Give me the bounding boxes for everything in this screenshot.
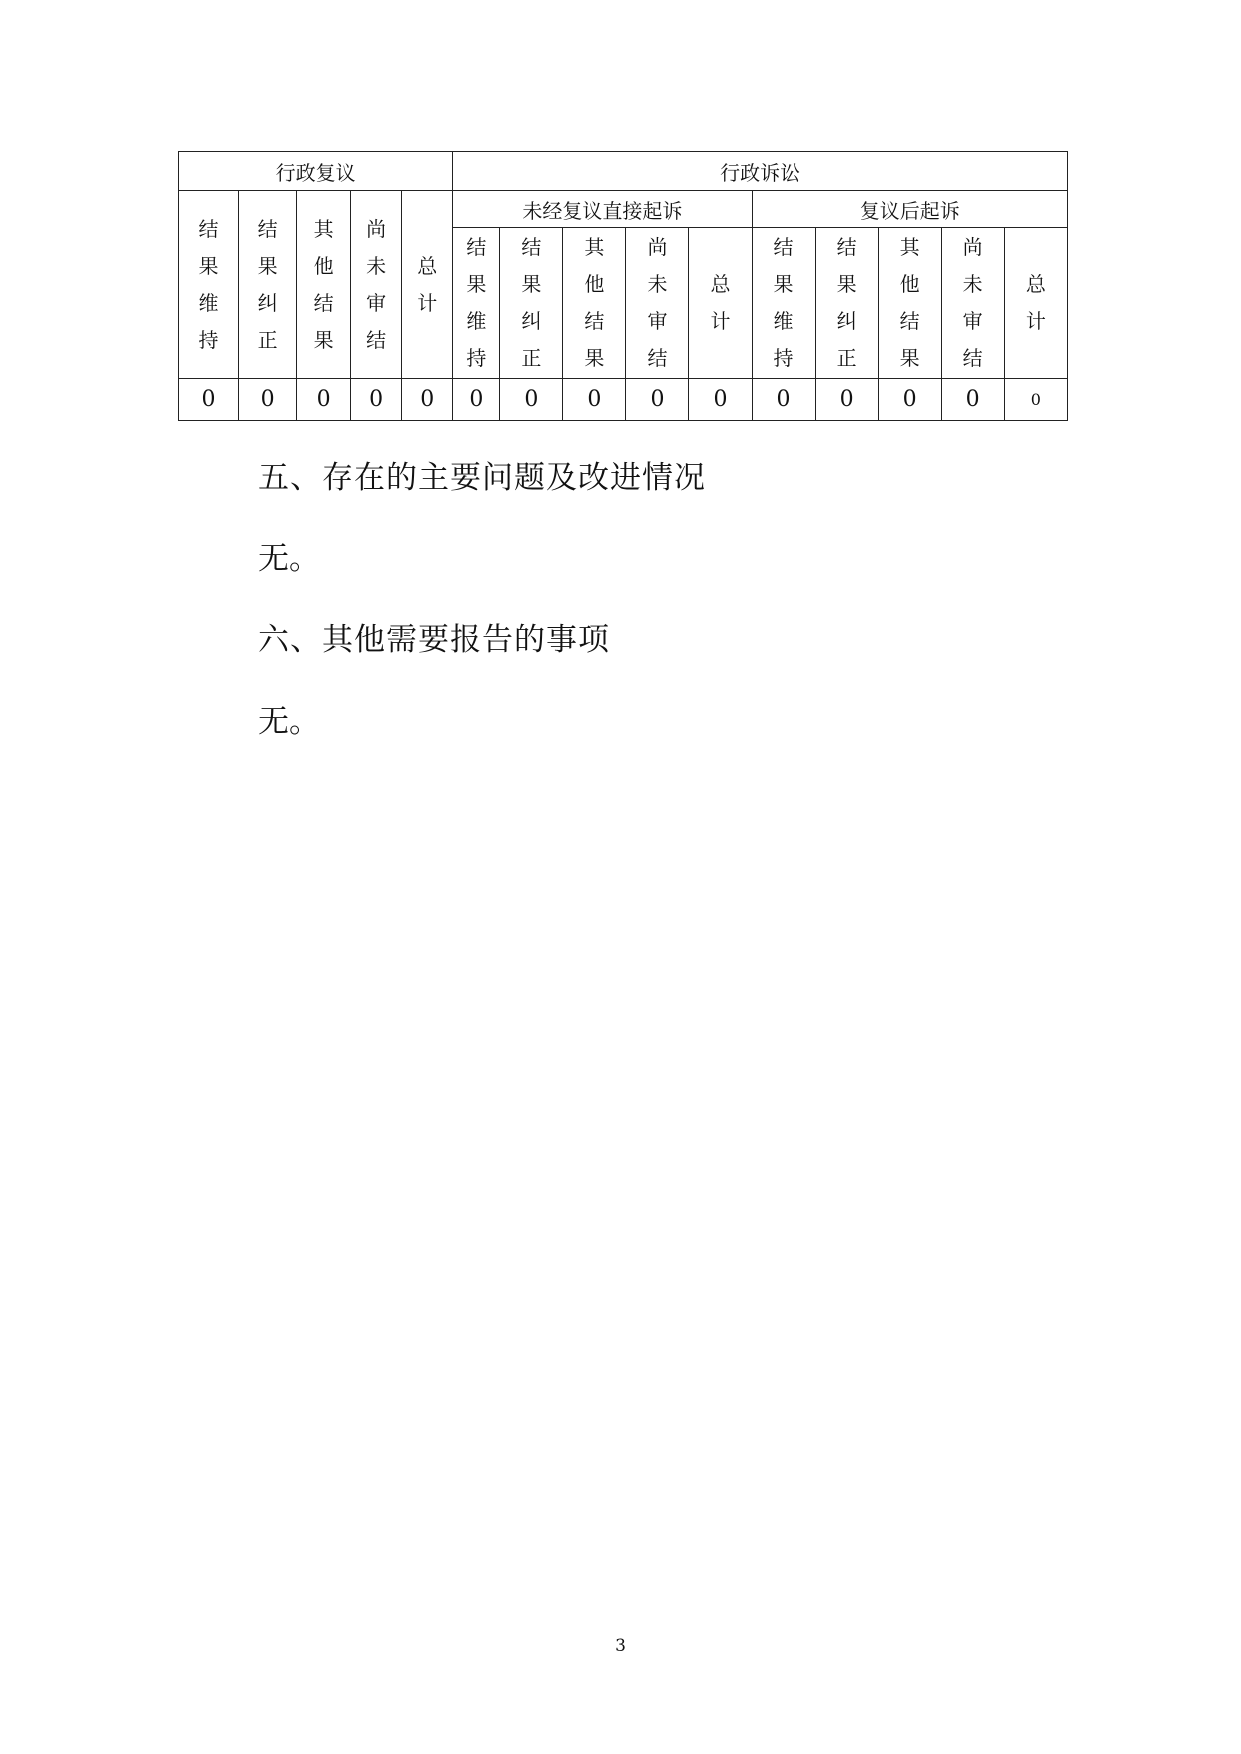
column-header: 尚未审结 <box>626 228 689 379</box>
table-cell: 0 <box>689 379 752 421</box>
column-header: 其他结果 <box>878 228 941 379</box>
direct-suit-header: 未经复议直接起诉 <box>453 191 752 228</box>
statistics-table <box>178 151 1068 421</box>
table-cell: 0 <box>500 379 563 421</box>
table-cell: 0 <box>453 379 500 421</box>
column-header: 结果维持 <box>752 228 815 379</box>
table-cell: 0 <box>179 379 239 421</box>
column-header: 尚未审结 <box>941 228 1004 379</box>
litigation-header: 行政诉讼 <box>453 152 1068 191</box>
column-header: 总计 <box>1004 228 1067 379</box>
table-cell: 0 <box>878 379 941 421</box>
table-cell: 0 <box>1004 379 1067 421</box>
table-cell: 0 <box>941 379 1004 421</box>
section6-heading: 六、其他需要报告的事项 <box>258 622 610 658</box>
column-header: 尚未审结 <box>351 191 402 379</box>
section5-heading: 五、存在的主要问题及改进情况 <box>258 460 706 496</box>
column-header: 结果维持 <box>179 191 239 379</box>
section6-content: 无。 <box>258 704 320 740</box>
table-cell: 0 <box>752 379 815 421</box>
column-header: 结果维持 <box>453 228 500 379</box>
column-header: 其他结果 <box>297 191 351 379</box>
section5-content: 无。 <box>258 541 320 577</box>
table-cell: 0 <box>351 379 402 421</box>
after-reconsideration-header: 复议后起诉 <box>752 191 1067 228</box>
table-cell: 0 <box>563 379 626 421</box>
table-cell: 0 <box>239 379 297 421</box>
column-header: 其他结果 <box>563 228 626 379</box>
table-cell: 0 <box>297 379 351 421</box>
table-cell: 0 <box>626 379 689 421</box>
column-header: 总计 <box>402 191 453 379</box>
column-header: 结果纠正 <box>239 191 297 379</box>
table-cell: 0 <box>402 379 453 421</box>
column-header: 结果纠正 <box>500 228 563 379</box>
column-header: 结果纠正 <box>815 228 878 379</box>
page-number: 3 <box>615 1636 626 1656</box>
table-row <box>179 379 1068 421</box>
table-cell: 0 <box>815 379 878 421</box>
reconsideration-header: 行政复议 <box>179 152 453 191</box>
column-header: 总计 <box>689 228 752 379</box>
